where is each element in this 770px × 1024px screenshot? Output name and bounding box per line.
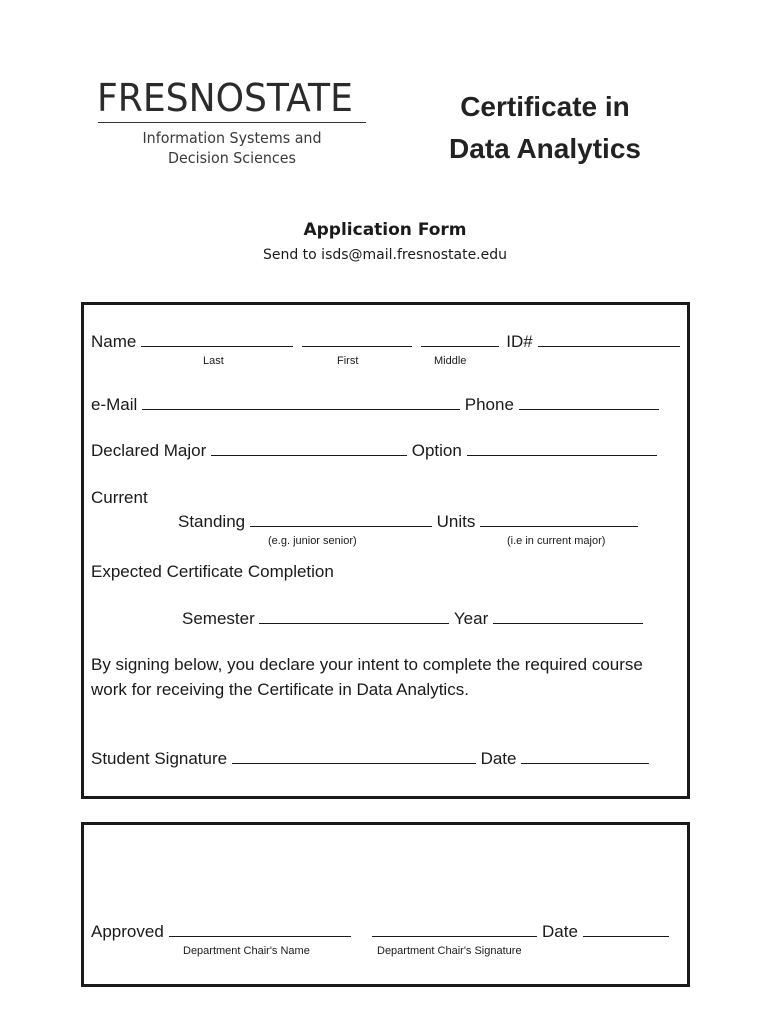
- title-line-2: Data Analytics: [449, 133, 641, 164]
- declaration-line-2: work for receiving the Certificate in Data Analytics.: [91, 680, 469, 699]
- hint-first: First: [337, 355, 359, 367]
- name-row: [91, 331, 680, 353]
- application-fields-box: [81, 302, 690, 799]
- title-line-1: Certificate in: [460, 91, 630, 122]
- standing-field[interactable]: [250, 512, 432, 527]
- approved-label: Approved: [91, 922, 164, 941]
- document-title: [430, 86, 660, 170]
- semester-row: [182, 608, 643, 630]
- declared-major-field[interactable]: [211, 441, 407, 456]
- semester-label: Semester: [182, 609, 255, 628]
- standing-row: [178, 511, 638, 533]
- student-id-field[interactable]: [538, 332, 680, 347]
- student-signature-field[interactable]: [232, 749, 476, 764]
- form-heading: Application Form: [303, 220, 467, 240]
- department-name: [109, 128, 356, 168]
- semester-field[interactable]: [259, 609, 449, 624]
- chair-name-field[interactable]: [169, 922, 351, 937]
- option-label: Option: [411, 441, 462, 460]
- option-field[interactable]: [467, 441, 657, 456]
- fresno-state-logo: [97, 74, 355, 122]
- chair-signature-field[interactable]: [372, 922, 537, 937]
- department-line-2: Decision Sciences: [168, 149, 296, 167]
- date-label: Date: [480, 749, 517, 768]
- first-name-field[interactable]: [302, 332, 412, 347]
- email-label: e-Mail: [91, 395, 138, 414]
- declaration-line-1: By signing below, you declare your intent to complete the required course: [91, 655, 643, 674]
- year-label: Year: [453, 609, 489, 628]
- approval-row: [91, 921, 669, 943]
- phone-label: Phone: [464, 395, 514, 414]
- completion-label: Expected Certificate Completion: [91, 562, 334, 581]
- approval-box: [81, 822, 690, 987]
- current-label: Current: [91, 488, 148, 507]
- send-to-instruction: Send to isds@mail.fresnostate.edu: [262, 247, 508, 263]
- hint-last: Last: [203, 355, 224, 367]
- last-name-field[interactable]: [141, 332, 293, 347]
- major-row: [91, 440, 657, 462]
- student-date-field[interactable]: [521, 749, 649, 764]
- approval-date-field[interactable]: [583, 922, 669, 937]
- hint-chair-name: Department Chair's Name: [183, 945, 310, 957]
- logo-text: FRESNOSTATE: [97, 76, 353, 120]
- hint-units: (i.e in current major): [507, 535, 606, 547]
- declared-major-label: Declared Major: [91, 441, 207, 460]
- logo-divider: [98, 122, 366, 123]
- units-label: Units: [436, 512, 476, 531]
- middle-name-field[interactable]: [421, 332, 499, 347]
- year-field[interactable]: [493, 609, 643, 624]
- id-label: ID#: [506, 332, 533, 351]
- email-row: [91, 394, 659, 416]
- email-field[interactable]: [142, 395, 460, 410]
- phone-field[interactable]: [519, 395, 659, 410]
- student-signature-label: Student Signature: [91, 749, 228, 768]
- student-signature-row: [91, 748, 649, 770]
- department-line-1: Information Systems and: [142, 129, 322, 147]
- units-field[interactable]: [480, 512, 638, 527]
- hint-standing: (e.g. junior senior): [268, 535, 357, 547]
- name-label: Name: [91, 332, 137, 351]
- approval-date-label: Date: [541, 922, 578, 941]
- hint-chair-signature: Department Chair's Signature: [377, 945, 522, 957]
- hint-middle: Middle: [434, 355, 467, 367]
- standing-label: Standing: [178, 512, 246, 531]
